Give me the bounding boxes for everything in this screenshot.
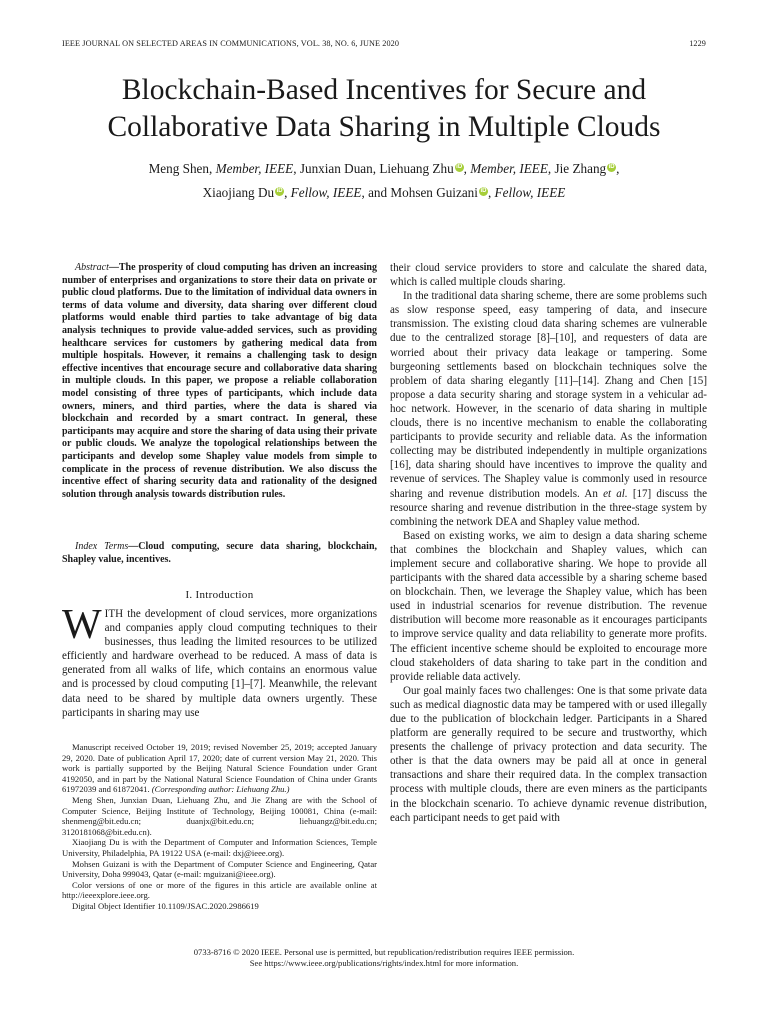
title-line-1: Blockchain-Based Incentives for Secure and [121,74,647,106]
footnote-affiliation-bit: Meng Shen, Junxian Duan, Liehuang Zhu, and Jie Zhang are with the School of Computer Science, Beijing Institute of Technology, Beijing 100081, China (e-mail: shenmeng@bit.edu.cn; duanjx@bit.edu.cn; liehuangz@bit.edu.cn; 3120181068@bit.edu.cn). [62,794,377,837]
orcid-icon[interactable]: iD [608,163,615,170]
index-terms [62,541,377,566]
author-xiaojiang-du: Xiaojiang Du [202,185,275,200]
abstract [62,262,377,501]
paragraph [390,289,707,529]
orcid-icon[interactable]: iD [480,187,487,194]
footnotes [62,742,377,912]
author-role: Member, IEEE [215,161,294,176]
journal-name: IEEE JOURNAL ON SELECTED AREAS IN COMMUNICATIONS, VOL. 38, NO. 6, JUNE 2020 [62,39,400,48]
footnote-manuscript-text: Manuscript received October 19, 2019; revised November 25, 2019; accepted January 29, 2020. Date of publication April 17, 2020; date of current version May 21, 2020. This work is partially supported by the Beijing Natural Science Foundation under Grant 4192050, and in part by the National Natural Science Foundation of China under Grants 61972039 and 61872041. [62,742,377,795]
copyright-line: 0733-8716 © 2020 IEEE. Personal use is permitted, but republication/redistribution requires IEEE permission. [193,947,575,957]
paragraph-text: [17] discuss the resource sharing and revenue distribution in the three-stage system by combining the network DEA and Shapley value method. [390,487,708,528]
footnote-affiliation-temple: Xiaojiang Du is with the Department of Computer and Information Sciences, Temple University, Philadelphia, PA 19122 USA (e-mail: dxj@ieee.org). [62,837,377,858]
author-mohsen-guizani: , and Mohsen Guizani [361,185,478,200]
index-terms-dash: — [128,541,139,552]
abstract-dash: — [108,262,119,273]
page-number: 1229 [689,39,706,48]
paper-title [40,72,728,146]
index-terms-text: Cloud computing, secure data sharing, blockchain, Shapley value, incentives. [62,541,378,565]
drop-cap: W [62,602,102,648]
orcid-icon[interactable]: iD [276,187,283,194]
orcid-icon[interactable]: iD [456,163,463,170]
footnote-affiliation-qatar: Mohsen Guizani is with the Department of Computer Science and Engineering, Qatar University, Doha 999043, Qatar (e-mail: mguizani@ieee.org). [62,858,377,880]
index-terms-label: Index Terms [75,541,129,552]
introduction-paragraph [62,602,377,720]
abstract-text: The prosperity of cloud computing has driven an increasing number of enterprises and organizations to store their data on private or public cloud platforms. Due to the limitation of individual data owners in terms of data volume and diversity, data sharing over different cloud platforms would enable third parties to take advantage of big data analysis techniques to provide value-added services, such as providing healthcare services for customers by gathering medical data from multiple hospitals. However, it remains a challenging task to design effective incentives that encourage secure and collaborative data sharing in multiple clouds. In this paper, we propose a reliable collaboration model consisting of three types of participants, which include data owners, miners, and third parties, where the data is shared via blockchain and recorded by a smart contract. In general, these participants may acquire and store the sharing of data using their private or public clouds. We analyze the topological relationships between the participants and develop some Shapley value models from simple to complicate in the process of revenue distribution. We also discuss the incentive effect of sharing security data and rationality of the designed solution through analysis towards distribution rules. [62,262,377,500]
author-duan-zhu: , Junxian Duan, Liehuang Zhu [293,161,454,176]
footnote-doi: Digital Object Identifier 10.1109/JSAC.2020.2986619 [72,900,259,911]
author-meng-shen: Meng Shen, [148,161,216,176]
rights-link-line: See https://www.ieee.org/publications/rights/index.html for more information. [249,957,519,968]
author-list: Meng Shen, Member, IEEE, Junxian Duan, Liehuang Zhu iD , Member, IEEE, Jie Zhang iD , Xiaojiang Du iD , Fellow, IEEE, and Mohsen Guizani iD , Fellow, IEEE [148,161,620,200]
author-role: Fellow, IEEE [290,185,362,200]
et-al: et al. [603,487,628,500]
footnote-color-figures: Color versions of one or more of the figures in this article are available online at http://ieeexplore.ieee.org. [62,879,377,901]
footnote-manuscript [62,742,377,795]
title-line-2: Collaborative Data Sharing in Multiple Clouds [107,111,661,143]
introduction-text: ITH the development of cloud services, more organizations and companies apply cloud computing techniques to their businesses, thus leading the limited resources to be utilized efficiently and hardware overhead to be reduced. A mass of data is generated from all walks of life, which contains an enormous value and is processed by cloud computing [1]–[7]. Meanwhile, the relevant data need to be shared by multiple data owners urgently. These participants in sharing may use [62,608,377,719]
running-header [62,39,706,51]
author-role: Member, IEEE [470,161,548,176]
section-heading: I. Introduction [185,589,254,601]
paragraph: their cloud service providers to store and calculate the shared data, which is called multiple clouds sharing. [390,262,707,289]
paragraph-text: In the traditional data sharing scheme, there are some problems such as slow response speed, easy tampering of data, and insecure transmission. The existing cloud data sharing schemes are vulnerable due to the centralized storage [8]–[10], and requesters of data are worried about their privacy data leakage or tampering. Some burgeoning settlements based on blockchain techniques solve the problem of data sharing elegantly [11]–[14]. Zhang and Chen [15] propose a data security sharing and storage system in a vehicular ad-hoc network. However, in the scenario of data sharing in multiple clouds, there is no incentive mechanism to enable the collaborating participants to provide security and reliable data. As the information collecting may be distributed independently in multiple organizations [16], data sharing should have incentives to improve the quality and revenue of services. The Shapley value is commonly used in resource sharing and revenue distribution models. An [390,290,707,500]
right-column [390,261,707,825]
abstract-label: Abstract [75,262,109,273]
paragraph: Our goal mainly faces two challenges: One is that some private data such as medical diagnostic data may be tampered with or used illegally due to the publication of blockchain ledger. Participants in a Shared platform are generally required to be secure and trustworthy, which presents the challenge of privacy protection and data security. The other is that the data owners may be paid all at once in general transactions and share their required data. In the complex transaction process with multiple clouds, there are even miners as the participants in the blockchain scenario. To achieve dynamic revenue distribution, each participant needs to get paid with [390,684,707,824]
paragraph: Based on existing works, we aim to design a data sharing scheme that combines the blockchain and Shapley values, which can implement secure and collaborative sharing. We hope to provide all participants with the shared data accessible by a sharing scheme based on blockchain. Then, we leverage the Shapley value, which has been used in industrial scenarios for revenue distribution. The revenue distribution will become more reasonable as it encourages participants to improve service quality and data reliability to generate more profits. The efficient incentive scheme should be exploited to encourage more cloud stakeholders of data sharing to take part in the condition and provide reliable data actively. [390,529,707,683]
author-role: Fellow, IEEE [494,185,566,200]
author-jie-zhang: , Jie Zhang [547,161,607,176]
copyright-footer [62,947,706,969]
corresponding-author: (Corresponding author: Liehuang Zhu.) [151,784,290,795]
